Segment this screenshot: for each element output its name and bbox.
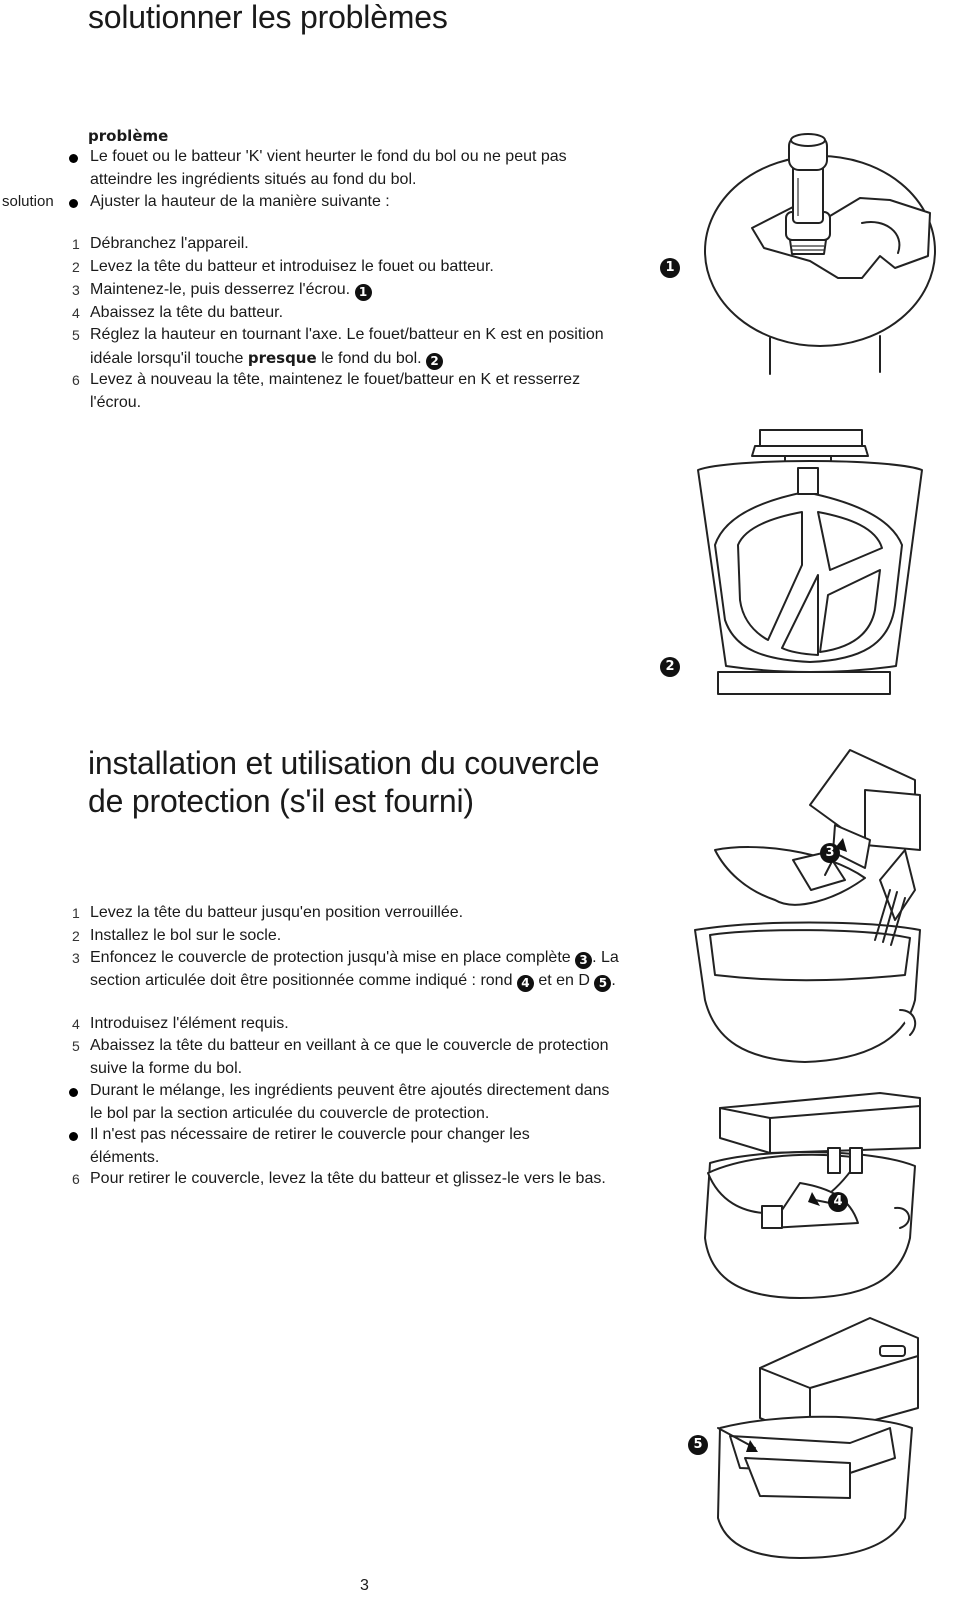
step-text: Débranchez l'appareil.	[90, 235, 249, 252]
step-text: Enfoncez le couvercle de protection jusqu'à mise en place complète 3 . La section articulée doit être positionnée comme indiqué : rond 4 et en D 5 .	[90, 949, 619, 990]
step-text: Abaissez la tête du batteur en veillant à ce que le couvercle de protection suive la forme du bol.	[90, 1037, 609, 1077]
figure-1-callout: 1	[660, 258, 680, 278]
bullet	[69, 154, 78, 163]
step-text: Levez la tête du batteur et introduisez le fouet ou batteur.	[90, 258, 494, 275]
figure-2-illustration	[690, 430, 940, 710]
step-number: 1	[72, 236, 80, 252]
figure-ref-badge: 5	[594, 975, 611, 992]
step-number: 5	[72, 1038, 80, 1054]
bullet	[69, 1088, 78, 1097]
step-number: 3	[72, 950, 80, 966]
step-number: 1	[72, 905, 80, 921]
step-text: Maintenez-le, puis desserrez l'écrou. 1	[90, 279, 630, 302]
step-number: 6	[72, 372, 80, 388]
step-text: Abaissez la tête du batteur.	[90, 304, 284, 321]
problem-text: Le fouet ou le batteur 'K' vient heurter le fond du bol ou ne peut pas atteindre les ingrédients situés au fond du bol.	[90, 148, 567, 188]
step-text: Durant le mélange, les ingrédients peuvent être ajoutés directement dans le bol par la section articulée du couvercle de protection.	[90, 1082, 610, 1122]
step-number: 2	[72, 928, 80, 944]
step-number: 4	[72, 305, 80, 321]
solution-text: Ajuster la hauteur de la manière suivante :	[90, 193, 390, 210]
step-text: Levez la tête du batteur jusqu'en position verrouillée.	[90, 904, 464, 921]
step-text: Installez le bol sur le socle.	[90, 927, 282, 944]
figure-ref-badge: 3	[575, 952, 592, 969]
bullet	[69, 199, 78, 208]
step-text: Réglez la hauteur en tournant l'axe. Le fouet/batteur en K est en position idéale lorsqu'il touche presque le fond du bol. 2	[90, 326, 604, 368]
figure-3-callout: 3	[820, 843, 840, 863]
step-text: Levez à nouveau la tête, maintenez le fouet/batteur en K et resserrez l'écrou.	[90, 371, 581, 411]
solution-label: solution	[2, 193, 54, 210]
step-number: 5	[72, 327, 80, 343]
page-number: 3	[360, 1577, 369, 1594]
step-number: 6	[72, 1171, 80, 1187]
figure-4-callout: 4	[828, 1192, 848, 1212]
section-title-troubleshooting: solutionner les problèmes	[88, 0, 448, 35]
figure-5-illustration	[700, 1318, 925, 1558]
figure-2-callout: 2	[660, 657, 680, 677]
step-number: 3	[72, 282, 80, 298]
figure-4-illustration	[700, 1088, 925, 1298]
emphasis: presque	[247, 348, 317, 367]
step-text: Pour retirer le couvercle, levez la tête du batteur et glissez-le vers le bas.	[90, 1170, 606, 1187]
figure-1-illustration	[690, 128, 940, 408]
step-text: Introduisez l'élément requis.	[90, 1015, 289, 1032]
figure-3-illustration	[715, 750, 930, 1070]
figure-5-callout: 5	[688, 1435, 708, 1455]
figure-ref-badge: 2	[426, 353, 443, 370]
bullet	[69, 1132, 78, 1141]
figure-ref-badge: 4	[517, 975, 534, 992]
problem-label: problème	[88, 127, 169, 145]
figure-ref-badge: 1	[355, 284, 372, 301]
step-text: Il n'est pas nécessaire de retirer le couvercle pour changer les éléments.	[90, 1126, 530, 1166]
step-number: 4	[72, 1016, 80, 1032]
section-title-pouring-shield-line2: de protection (s'il est fourni)	[88, 783, 474, 819]
step-number: 2	[72, 259, 80, 275]
section-title-pouring-shield-line1: installation et utilisation du couvercle	[88, 745, 600, 781]
